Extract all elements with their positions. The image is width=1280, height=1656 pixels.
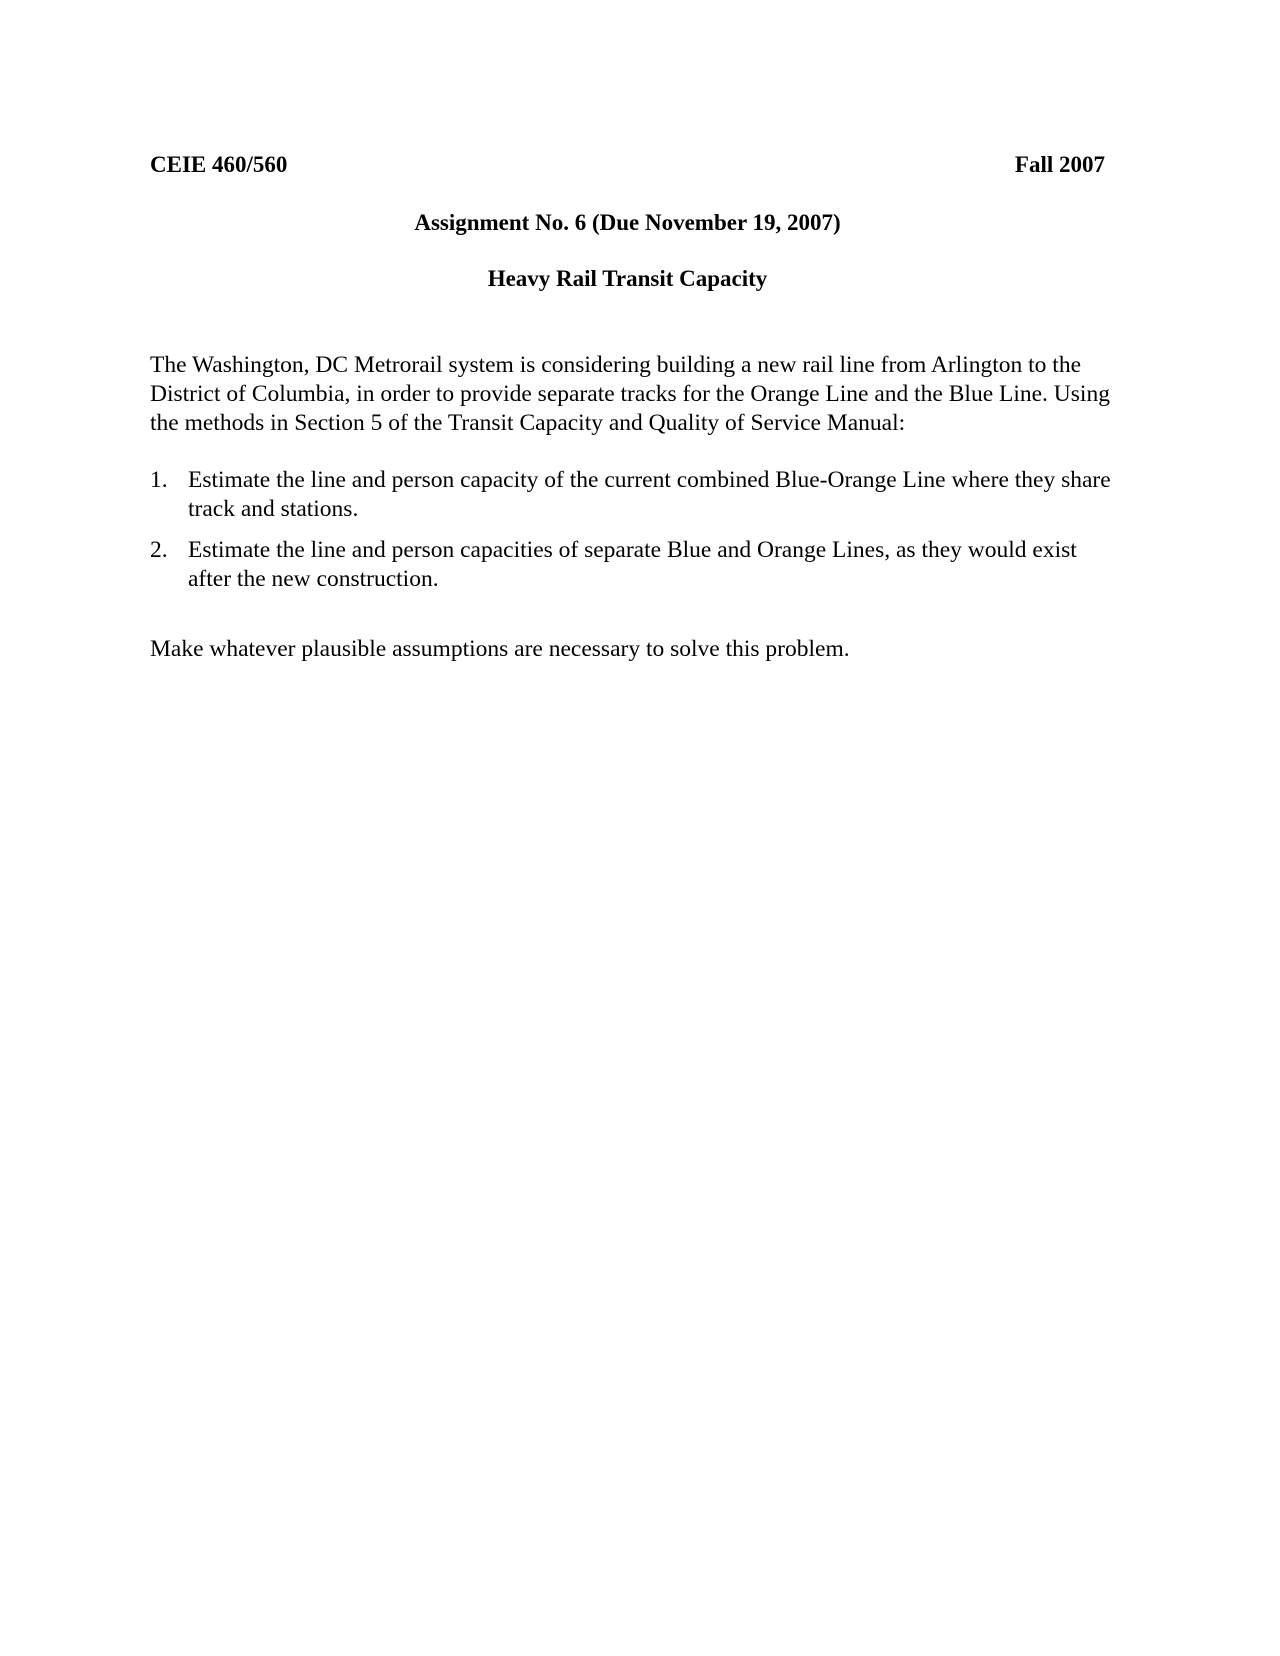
document-header: [150, 150, 1105, 180]
intro-paragraph: The Washington, DC Metrorail system is considering building a new rail line from Arlington to the District of Columbia, in order to provide separate tracks for the Orange Line and the Blue Line. Using the methods in Section 5 of the Transit Capacity and Quality of Service Manual:: [150, 352, 1110, 436]
course-code: CEIE 460/560: [150, 152, 288, 177]
list-item: [150, 536, 1112, 594]
term-label: Fall 2007: [1014, 152, 1105, 177]
list-item-number: 1.: [150, 467, 168, 493]
assignment-topic: Heavy Rail Transit Capacity: [487, 266, 768, 291]
list-item: [150, 466, 1112, 524]
list-item-text: Estimate the line and person capacities of separate Blue and Orange Lines, as they would exist after the new construction.: [188, 537, 1077, 592]
task-list: [150, 466, 1112, 606]
assignment-title: Assignment No. 6 (Due November 19, 2007): [414, 210, 841, 235]
closing-paragraph: Make whatever plausible assumptions are necessary to solve this problem.: [150, 636, 850, 662]
list-item-number: 2.: [150, 537, 168, 563]
list-item-text: Estimate the line and person capacity of the current combined Blue-Orange Line where they share track and stations.: [188, 467, 1111, 522]
